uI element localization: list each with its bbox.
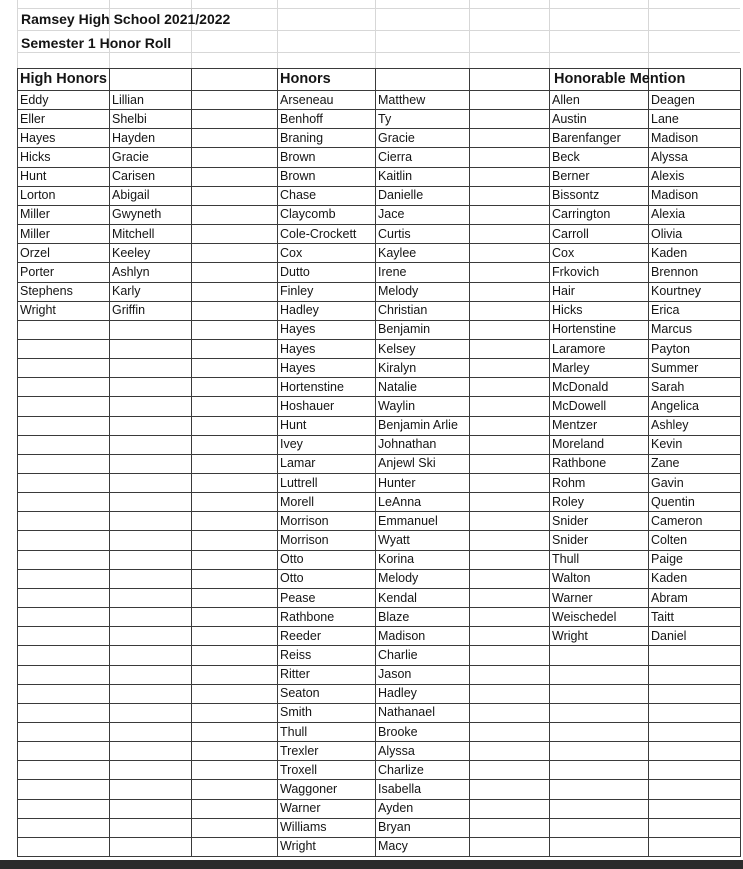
honors-last-name-cell: Claycomb — [280, 207, 336, 221]
honorable-mention-last-name-cell: Hair — [552, 284, 575, 298]
high-honors-last-name-cell: Porter — [20, 265, 55, 279]
honors-last-name-cell: Otto — [280, 571, 304, 585]
honorable-mention-first-name-cell: Abram — [651, 591, 688, 605]
honors-first-name-cell: Benjamin — [378, 322, 431, 336]
honors-last-name-cell: Brown — [280, 150, 316, 164]
honors-last-name-cell: Trexler — [280, 744, 319, 758]
honors-last-name-cell: Ritter — [280, 667, 310, 681]
high-honors-heading: High Honors — [20, 71, 107, 87]
honorable-mention-last-name-cell: Hicks — [552, 303, 583, 317]
honors-first-name-cell: Macy — [378, 839, 408, 853]
honorable-mention-last-name-cell: Roley — [552, 495, 584, 509]
honorable-mention-last-name-cell: Hortenstine — [552, 322, 616, 336]
grid-line — [109, 68, 110, 857]
high-honors-first-name-cell: Lillian — [112, 93, 144, 107]
honors-last-name-cell: Morrison — [280, 514, 329, 528]
honors-first-name-cell: Charlie — [378, 648, 418, 662]
honors-last-name-cell: Hadley — [280, 303, 319, 317]
honors-first-name-cell: Nathanael — [378, 705, 435, 719]
honors-first-name-cell: Kelsey — [378, 342, 416, 356]
honorable-mention-first-name-cell: Daniel — [651, 629, 687, 643]
grid-line — [17, 856, 740, 857]
honors-first-name-cell: Korina — [378, 552, 415, 566]
honors-first-name-cell: Anjewl Ski — [378, 456, 436, 470]
high-honors-first-name-cell: Ashlyn — [112, 265, 150, 279]
honorable-mention-first-name-cell: Marcus — [651, 322, 692, 336]
honors-first-name-cell: Kaitlin — [378, 169, 413, 183]
document-title: Ramsey High School 2021/2022 — [21, 11, 231, 27]
honorable-mention-last-name-cell: McDowell — [552, 399, 607, 413]
honors-last-name-cell: Wright — [280, 839, 316, 853]
honorable-mention-last-name-cell: Rathbone — [552, 456, 607, 470]
honorable-mention-last-name-cell: Warner — [552, 591, 593, 605]
honors-last-name-cell: Brown — [280, 169, 316, 183]
high-honors-first-name-cell: Griffin — [112, 303, 146, 317]
honorable-mention-first-name-cell: Ashley — [651, 418, 689, 432]
bottom-edge-bar — [0, 860, 743, 869]
grid-line — [648, 0, 649, 68]
honorable-mention-first-name-cell: Kaden — [651, 246, 688, 260]
honors-last-name-cell: Warner — [280, 801, 321, 815]
high-honors-first-name-cell: Karly — [112, 284, 141, 298]
high-honors-first-name-cell: Gwyneth — [112, 207, 162, 221]
honors-last-name-cell: Dutto — [280, 265, 310, 279]
honorable-mention-first-name-cell: Gavin — [651, 476, 684, 490]
honors-first-name-cell: LeAnna — [378, 495, 422, 509]
grid-line — [17, 0, 18, 68]
honors-first-name-cell: Melody — [378, 571, 419, 585]
honors-first-name-cell: Kendal — [378, 591, 417, 605]
honors-last-name-cell: Arseneau — [280, 93, 334, 107]
honorable-mention-first-name-cell: Colten — [651, 533, 688, 547]
document-subtitle: Semester 1 Honor Roll — [21, 35, 172, 51]
honors-first-name-cell: Cierra — [378, 150, 413, 164]
honorable-mention-first-name-cell: Brennon — [651, 265, 699, 279]
high-honors-first-name-cell: Gracie — [112, 150, 149, 164]
honors-last-name-cell: Troxell — [280, 763, 318, 777]
honorable-mention-first-name-cell: Kourtney — [651, 284, 702, 298]
high-honors-last-name-cell: Eddy — [20, 93, 49, 107]
grid-line — [277, 0, 278, 68]
honors-last-name-cell: Thull — [280, 725, 308, 739]
honorable-mention-first-name-cell: Olivia — [651, 227, 683, 241]
honors-first-name-cell: Jason — [378, 667, 412, 681]
honors-first-name-cell: Hadley — [378, 686, 417, 700]
honors-first-name-cell: Hunter — [378, 476, 416, 490]
honorable-mention-last-name-cell: Bissontz — [552, 188, 600, 202]
honorable-mention-first-name-cell: Madison — [651, 131, 699, 145]
honors-last-name-cell: Chase — [280, 188, 317, 202]
grid-line — [740, 68, 741, 857]
honorable-mention-first-name-cell: Madison — [651, 188, 699, 202]
honors-first-name-cell: Charlize — [378, 763, 424, 777]
honors-first-name-cell: Madison — [378, 629, 426, 643]
honors-last-name-cell: Morell — [280, 495, 315, 509]
honors-last-name-cell: Hortenstine — [280, 380, 344, 394]
honors-first-name-cell: Natalie — [378, 380, 417, 394]
honors-first-name-cell: Ayden — [378, 801, 414, 815]
honorable-mention-last-name-cell: Frkovich — [552, 265, 600, 279]
honors-last-name-cell: Otto — [280, 552, 304, 566]
honors-last-name-cell: Luttrell — [280, 476, 318, 490]
honors-last-name-cell: Hayes — [280, 322, 316, 336]
honorable-mention-last-name-cell: Berner — [552, 169, 590, 183]
honors-last-name-cell: Pease — [280, 591, 316, 605]
honors-heading: Honors — [280, 71, 331, 87]
honors-last-name-cell: Ivey — [280, 437, 303, 451]
honors-last-name-cell: Hayes — [280, 342, 316, 356]
honorable-mention-first-name-cell: Alyssa — [651, 150, 688, 164]
honorable-mention-last-name-cell: Snider — [552, 533, 589, 547]
high-honors-first-name-cell: Shelbi — [112, 112, 147, 126]
honors-first-name-cell: Kaylee — [378, 246, 417, 260]
honorable-mention-last-name-cell: Austin — [552, 112, 587, 126]
high-honors-first-name-cell: Abigail — [112, 188, 150, 202]
honorable-mention-last-name-cell: Laramore — [552, 342, 606, 356]
honorable-mention-first-name-cell: Cameron — [651, 514, 703, 528]
honorable-mention-last-name-cell: Marley — [552, 361, 590, 375]
honors-last-name-cell: Hunt — [280, 418, 307, 432]
honors-first-name-cell: Emmanuel — [378, 514, 438, 528]
grid-line — [648, 68, 649, 857]
honorable-mention-first-name-cell: Quentin — [651, 495, 695, 509]
honorable-mention-last-name-cell: Snider — [552, 514, 589, 528]
honors-first-name-cell: Jace — [378, 207, 405, 221]
honorable-mention-last-name-cell: Weischedel — [552, 610, 617, 624]
honorable-mention-first-name-cell: Kaden — [651, 571, 688, 585]
honors-first-name-cell: Alyssa — [378, 744, 415, 758]
honors-last-name-cell: Benhoff — [280, 112, 323, 126]
honors-last-name-cell: Hayes — [280, 361, 316, 375]
honors-last-name-cell: Smith — [280, 705, 312, 719]
honors-last-name-cell: Hoshauer — [280, 399, 335, 413]
honors-first-name-cell: Curtis — [378, 227, 411, 241]
honors-last-name-cell: Cox — [280, 246, 303, 260]
honorable-mention-first-name-cell: Deagen — [651, 93, 695, 107]
honors-first-name-cell: Kiralyn — [378, 361, 417, 375]
high-honors-first-name-cell: Hayden — [112, 131, 156, 145]
grid-line — [191, 68, 192, 857]
grid-line — [469, 68, 470, 857]
honorable-mention-first-name-cell: Alexis — [651, 169, 685, 183]
honorable-mention-last-name-cell: Carrington — [552, 207, 611, 221]
honors-first-name-cell: Johnathan — [378, 437, 437, 451]
honors-first-name-cell: Irene — [378, 265, 407, 279]
high-honors-last-name-cell: Lorton — [20, 188, 56, 202]
grid-line — [17, 30, 740, 31]
honors-last-name-cell: Cole-Crockett — [280, 227, 357, 241]
high-honors-last-name-cell: Miller — [20, 207, 50, 221]
high-honors-first-name-cell: Keeley — [112, 246, 151, 260]
grid-line — [277, 68, 278, 857]
honorable-mention-last-name-cell: McDonald — [552, 380, 609, 394]
high-honors-first-name-cell: Carisen — [112, 169, 156, 183]
honorable-mention-heading: Honorable Mention — [554, 71, 686, 87]
honorable-mention-last-name-cell: Carroll — [552, 227, 589, 241]
honorable-mention-first-name-cell: Angelica — [651, 399, 699, 413]
high-honors-first-name-cell: Mitchell — [112, 227, 155, 241]
high-honors-last-name-cell: Hunt — [20, 169, 47, 183]
grid-line — [375, 0, 376, 68]
honorable-mention-last-name-cell: Allen — [552, 93, 580, 107]
honors-first-name-cell: Isabella — [378, 782, 422, 796]
grid-line — [549, 0, 550, 68]
high-honors-last-name-cell: Miller — [20, 227, 50, 241]
honors-last-name-cell: Rathbone — [280, 610, 335, 624]
honorable-mention-first-name-cell: Paige — [651, 552, 683, 566]
honorable-mention-last-name-cell: Thull — [552, 552, 580, 566]
honorable-mention-first-name-cell: Payton — [651, 342, 690, 356]
honorable-mention-first-name-cell: Zane — [651, 456, 680, 470]
honorable-mention-first-name-cell: Summer — [651, 361, 699, 375]
honors-first-name-cell: Gracie — [378, 131, 415, 145]
honorable-mention-last-name-cell: Beck — [552, 150, 580, 164]
honors-last-name-cell: Reiss — [280, 648, 312, 662]
honorable-mention-first-name-cell: Sarah — [651, 380, 685, 394]
high-honors-last-name-cell: Orzel — [20, 246, 50, 260]
honorable-mention-last-name-cell: Wright — [552, 629, 588, 643]
honorable-mention-last-name-cell: Walton — [552, 571, 591, 585]
honorable-mention-last-name-cell: Mentzer — [552, 418, 598, 432]
honorable-mention-first-name-cell: Erica — [651, 303, 680, 317]
high-honors-last-name-cell: Stephens — [20, 284, 73, 298]
honors-last-name-cell: Seaton — [280, 686, 320, 700]
honors-first-name-cell: Bryan — [378, 820, 411, 834]
honors-first-name-cell: Blaze — [378, 610, 410, 624]
honorable-mention-first-name-cell: Kevin — [651, 437, 683, 451]
honorable-mention-last-name-cell: Moreland — [552, 437, 605, 451]
honors-first-name-cell: Benjamin Arlie — [378, 418, 458, 432]
grid-line — [17, 68, 18, 857]
honors-first-name-cell: Wyatt — [378, 533, 410, 547]
honors-last-name-cell: Reeder — [280, 629, 321, 643]
honors-first-name-cell: Matthew — [378, 93, 426, 107]
honors-last-name-cell: Williams — [280, 820, 327, 834]
honorable-mention-first-name-cell: Alexia — [651, 207, 686, 221]
honors-first-name-cell: Danielle — [378, 188, 424, 202]
honors-first-name-cell: Melody — [378, 284, 419, 298]
honorable-mention-last-name-cell: Barenfanger — [552, 131, 621, 145]
grid-line — [469, 0, 470, 68]
grid-line — [549, 68, 550, 857]
honors-last-name-cell: Braning — [280, 131, 324, 145]
high-honors-last-name-cell: Eller — [20, 112, 46, 126]
honors-first-name-cell: Ty — [378, 112, 392, 126]
honors-last-name-cell: Morrison — [280, 533, 329, 547]
honorable-mention-first-name-cell: Taitt — [651, 610, 674, 624]
honors-first-name-cell: Christian — [378, 303, 428, 317]
honors-last-name-cell: Lamar — [280, 456, 316, 470]
honors-first-name-cell: Brooke — [378, 725, 418, 739]
honorable-mention-last-name-cell: Rohm — [552, 476, 586, 490]
honors-last-name-cell: Finley — [280, 284, 314, 298]
grid-line — [375, 68, 376, 857]
honors-first-name-cell: Waylin — [378, 399, 416, 413]
high-honors-last-name-cell: Hayes — [20, 131, 56, 145]
high-honors-last-name-cell: Wright — [20, 303, 56, 317]
honorable-mention-last-name-cell: Cox — [552, 246, 575, 260]
honors-last-name-cell: Waggoner — [280, 782, 338, 796]
high-honors-last-name-cell: Hicks — [20, 150, 51, 164]
honorable-mention-first-name-cell: Lane — [651, 112, 679, 126]
